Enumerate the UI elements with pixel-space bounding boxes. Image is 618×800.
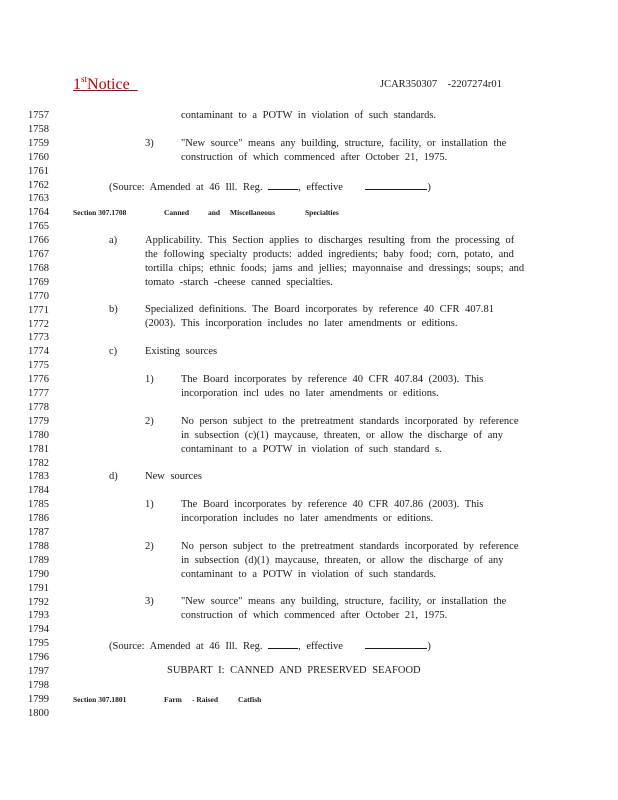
notice-ordinal: st	[81, 74, 88, 84]
line-number: 1786	[28, 513, 49, 525]
line-number: 1800	[28, 707, 49, 719]
source-note-1-close: )	[427, 182, 431, 193]
notice-number: 1	[73, 76, 81, 93]
subsection-a-line-2: the following specialty products: added ingredients; baby food; corn, potato, and	[145, 249, 514, 260]
d1-label: 1)	[145, 499, 154, 510]
subpart-heading: SUBPART I: CANNED AND PRESERVED SEAFOOD	[167, 665, 421, 676]
subsection-c-title: Existing sources	[145, 346, 218, 357]
line-number: 1783	[28, 471, 49, 483]
section-title-word-2: and	[208, 208, 221, 217]
source-note-1-effective: , effective	[298, 182, 343, 193]
line-number: 1781	[28, 443, 49, 455]
item-3-label: 3)	[145, 138, 154, 149]
line-number: 1796	[28, 652, 49, 664]
line-number: 1757	[28, 110, 49, 121]
effective-date-blank-1	[365, 179, 427, 190]
item-3-line-1: "New source" means any building, structure, facility, or installation the	[181, 138, 507, 149]
line-number: 1768	[28, 262, 49, 274]
source-note-2-close: )	[427, 641, 431, 652]
c2-line-2: in subsection (c)(1) maycause, threaten, or allow the discharge of any	[181, 430, 503, 441]
line-number: 1770	[28, 290, 49, 302]
section-1801-title-word-2: - Raised	[192, 695, 219, 704]
c1-line-2: incorporation incl udes no later amendments or editions.	[181, 388, 439, 399]
subsection-b-line-2: (2003). This incorporation includes no later amendments or editions.	[145, 318, 458, 329]
line-number: 1776	[28, 374, 49, 386]
c1-line-1: The Board incorporates by reference 40 CFR 407.84 (2003). This	[181, 374, 484, 385]
line-number: 1784	[28, 485, 49, 497]
source-note-1-text: (Source: Amended at 46 Ill. Reg.	[109, 182, 263, 193]
line-number: 1780	[28, 429, 49, 441]
line-number: 1795	[28, 638, 49, 650]
section-number-1801: Section 307.1801	[73, 695, 127, 704]
section-number-1708: Section 307.1708	[73, 208, 127, 217]
subsection-a-line-3: tortilla chips; ethnic foods; jams and jellies; mayonnaise and dressings; soups; and	[145, 263, 525, 274]
line-number: 1785	[28, 499, 49, 511]
line-number: 1792	[28, 596, 49, 608]
text-line-1757: contaminant to a POTW in violation of such standards.	[181, 110, 437, 121]
line-number: 1760	[28, 151, 49, 163]
subsection-b-line-1: Specialized definitions. The Board incorporates by reference 40 CFR 407.81	[145, 304, 495, 315]
section-title-word-3: Miscellaneous	[230, 208, 275, 217]
line-number: 1782	[28, 457, 49, 469]
d2-line-3: contaminant to a POTW in violation of such standards.	[181, 569, 437, 580]
line-number: 1797	[28, 666, 49, 677]
subsection-b-label: b)	[109, 304, 118, 315]
notice-heading	[73, 74, 138, 94]
line-number: 1779	[28, 415, 49, 427]
line-number: 1765	[28, 221, 49, 233]
d1-line-1: The Board incorporates by reference 40 CFR 407.86 (2003). This	[181, 499, 484, 510]
line-number: 1778	[28, 401, 49, 413]
section-1801-title-word-1: Farm	[164, 695, 182, 704]
line-number: 1763	[28, 193, 49, 205]
d2-label: 2)	[145, 541, 154, 552]
effective-date-blank-2	[365, 638, 427, 649]
source-note-2	[109, 638, 431, 653]
register-blank-1	[268, 179, 298, 190]
line-number: 1771	[28, 304, 49, 316]
line-number: 1799	[28, 693, 49, 705]
line-number: 1777	[28, 388, 49, 399]
d2-line-1: No person subject to the pretreatment standards incorporated by reference	[181, 541, 519, 552]
subsection-c-label: c)	[109, 346, 118, 357]
subsection-d-title: New sources	[145, 471, 202, 482]
d2-line-2: in subsection (d)(1) maycause, threaten, or allow the discharge of any	[181, 555, 504, 566]
section-title-word-1: Canned	[164, 208, 190, 217]
line-number: 1774	[28, 346, 49, 358]
line-number: 1764	[28, 207, 49, 219]
d3-line-1: "New source" means any building, structure, facility, or installation the	[181, 596, 507, 607]
source-note-1	[109, 179, 431, 194]
line-number: 1772	[28, 318, 49, 330]
c2-line-3: contaminant to a POTW in violation of such standard s.	[181, 444, 442, 455]
line-number: 1793	[28, 610, 49, 622]
section-title-word-4: Specialties	[305, 208, 339, 217]
source-note-2-text: (Source: Amended at 46 Ill. Reg.	[109, 641, 263, 652]
section-1801-title-word-3: Catfish	[238, 695, 262, 704]
line-number: 1759	[28, 137, 49, 149]
subsection-a-line-1: Applicability. This Section applies to discharges resulting from the processing of	[145, 235, 515, 246]
line-number: 1769	[28, 276, 49, 288]
c2-label: 2)	[145, 416, 154, 427]
subsection-a-line-4: tomato -starch -cheese canned specialties.	[145, 277, 333, 288]
d1-line-2: incorporation includes no later amendments or editions.	[181, 513, 434, 524]
line-number: 1762	[28, 179, 49, 191]
line-number: 1789	[28, 554, 49, 566]
subsection-d-label: d)	[109, 471, 118, 482]
notice-word: Notice	[87, 76, 130, 93]
c1-label: 1)	[145, 374, 154, 385]
line-number: 1798	[28, 679, 49, 691]
d3-line-2: construction of which commenced after October 21, 1975.	[181, 610, 448, 621]
register-blank-2	[268, 638, 298, 649]
d3-label: 3)	[145, 596, 154, 607]
c2-line-1: No person subject to the pretreatment standards incorporated by reference	[181, 416, 519, 427]
line-number: 1767	[28, 249, 49, 260]
line-number: 1775	[28, 360, 49, 372]
line-number: 1766	[28, 235, 49, 247]
line-number: 1758	[28, 123, 49, 135]
line-number: 1788	[28, 540, 49, 552]
line-number: 1794	[28, 624, 49, 636]
line-number: 1791	[28, 582, 49, 594]
source-note-2-effective: , effective	[298, 641, 343, 652]
line-number: 1787	[28, 527, 49, 538]
line-number: 1790	[28, 568, 49, 580]
line-number: 1773	[28, 332, 49, 344]
line-number: 1761	[28, 165, 49, 177]
document-code: JCAR350307 -2207274r01	[380, 79, 502, 90]
item-3-line-2: construction of which commenced after October 21, 1975.	[181, 152, 448, 163]
subsection-a-label: a)	[109, 235, 118, 246]
